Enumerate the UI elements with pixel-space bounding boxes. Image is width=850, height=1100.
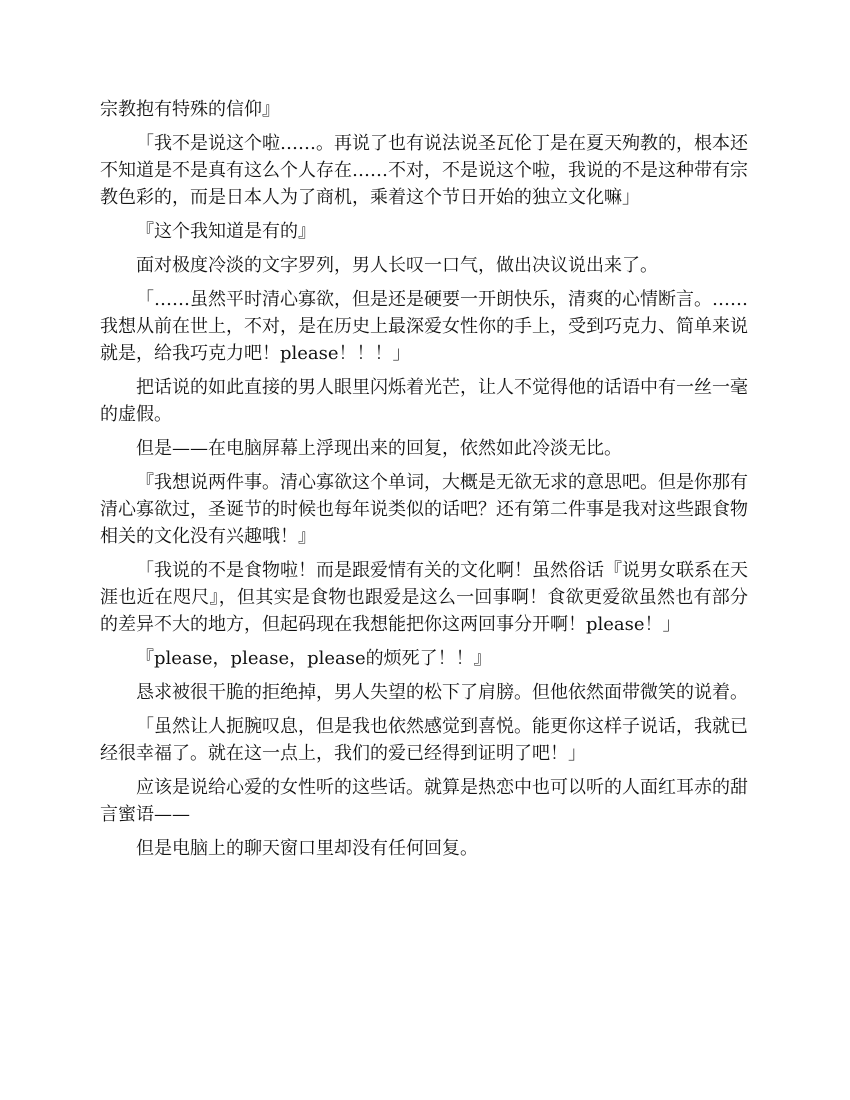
paragraph: 「……虽然平时清心寡欲，但是还是硬要一开朗快乐，清爽的心情断言。……我想从前在世上，不对，是在历史上最深爱女性你的手上，受到巧克力、简单来说就是，给我巧克力吧！please！！！」 xyxy=(100,289,748,364)
paragraph: 『please，please，please的烦死了！！』 xyxy=(136,648,492,669)
paragraph: 把话说的如此直接的男人眼里闪烁着光芒，让人不觉得他的话语中有一丝一毫的虚假。 xyxy=(100,377,748,425)
paragraph: 但是电脑上的聊天窗口里却没有任何回复。 xyxy=(136,838,478,859)
paragraph: 『我想说两件事。清心寡欲这个单词，大概是无欲无求的意思吧。但是你那有清心寡欲过，圣诞节的时候也每年说类似的话吧？还有第二件事是我对这些跟食物相关的文化没有兴趣哦！』 xyxy=(100,472,748,547)
paragraph: 恳求被很干脆的拒绝掉，男人失望的松下了肩膀。但他依然面带微笑的说着。 xyxy=(136,682,748,703)
paragraph: 『这个我知道是有的』 xyxy=(136,221,316,242)
paragraph: 面对极度冷淡的文字罗列，男人长叹一口气，做出决议说出来了。 xyxy=(136,255,658,276)
paragraph: 「虽然让人扼腕叹息，但是我也依然感觉到喜悦。能更你这样子说话，我就已经很幸福了。就在这一点上，我们的爱已经得到证明了吧！」 xyxy=(100,716,748,764)
paragraph: 应该是说给心爱的女性听的这些话。就算是热恋中也可以听的人面红耳赤的甜言蜜语—— xyxy=(100,777,748,825)
paragraph: 宗教抱有特殊的信仰』 xyxy=(100,99,280,120)
paragraph: 但是——在电脑屏幕上浮现出来的回复，依然如此冷淡无比。 xyxy=(136,438,622,459)
document-body xyxy=(100,96,748,869)
paragraph: 「我不是说这个啦……。再说了也有说法说圣瓦伦丁是在夏天殉教的，根本还不知道是不是真有这么个人存在……不对，不是说这个啦，我说的不是这种带有宗教色彩的，而是日本人为了商机，乘着这个节日开始的独立文化嘛」 xyxy=(100,133,748,208)
paragraph: 「我说的不是食物啦！而是跟爱情有关的文化啊！虽然俗话『说男女联系在天涯也近在咫尺』，但其实是食物也跟爱是这么一回事啊！食欲更爱欲虽然也有部分的差异不大的地方，但起码现在我想能把你这两回事分开啊！please！」 xyxy=(100,560,748,635)
